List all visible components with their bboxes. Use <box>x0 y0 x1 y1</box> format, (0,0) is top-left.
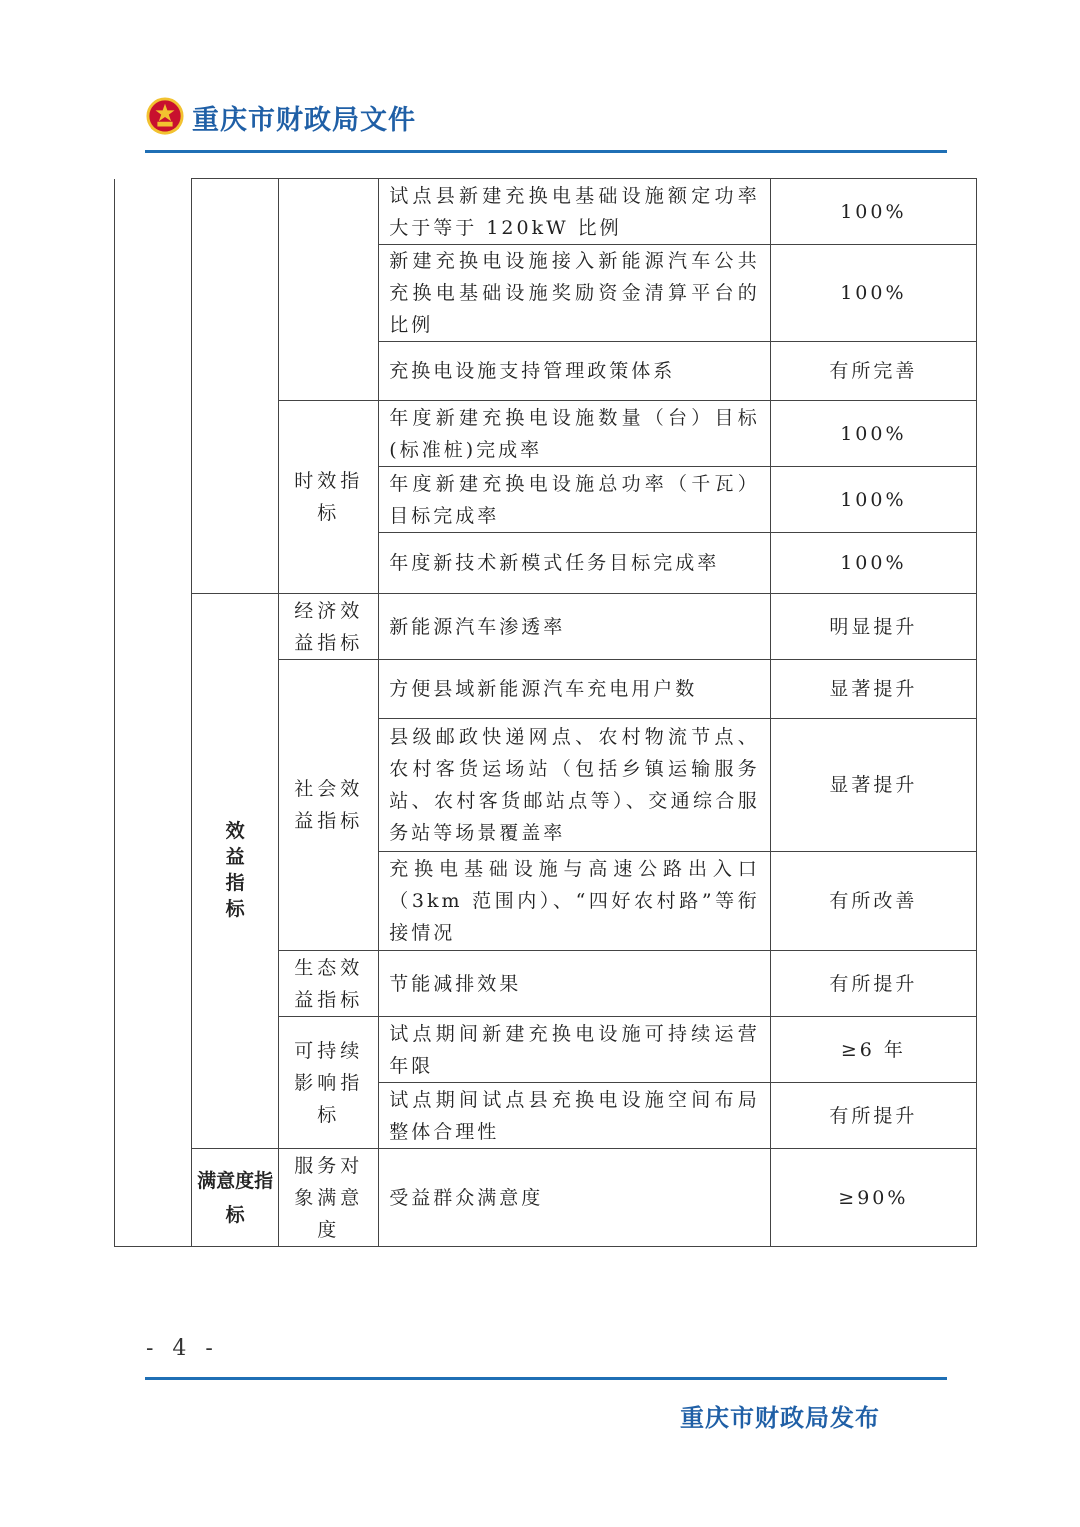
page-number: - 4 - <box>146 1336 219 1361</box>
table-row <box>115 1149 977 1247</box>
secondary-indicator-cell-quality <box>279 179 379 401</box>
indicator-cell: 年度新技术新模式任务目标完成率 <box>379 533 770 594</box>
value-cell: 有所提升 <box>770 951 976 1017</box>
value-cell: 明显提升 <box>770 594 976 660</box>
indicator-cell: 年度新建充换电设施总功率（千瓦）目标完成率 <box>379 467 770 533</box>
value-cell: 有所提升 <box>770 1083 976 1149</box>
value-cell: ≥6 年 <box>770 1017 976 1083</box>
value-cell: 100% <box>770 533 976 594</box>
secondary-indicator-social: 社会效益指标 <box>279 660 379 951</box>
value-cell: 100% <box>770 467 976 533</box>
value-cell: 100% <box>770 179 976 245</box>
value-cell: 100% <box>770 245 976 342</box>
secondary-indicator-economic: 经济效益指标 <box>279 594 379 660</box>
outer-column-cell <box>115 179 192 1247</box>
value-cell: 有所完善 <box>770 342 976 401</box>
indicator-cell: 充换电基础设施与高速公路出入口（3km 范围内）、“四好农村路”等衔接情况 <box>379 852 770 951</box>
value-cell: 100% <box>770 401 976 467</box>
value-cell: 有所改善 <box>770 852 976 951</box>
indicator-cell: 县级邮政快递网点、农村物流节点、农村客货运场站（包括乡镇运输服务站、农村客货邮站点等）、交通综合服务站等场景覆盖率 <box>379 719 770 852</box>
value-cell: 显著提升 <box>770 660 976 719</box>
indicator-cell: 试点县新建充换电基础设施额定功率大于等于 120kW 比例 <box>379 179 770 245</box>
indicator-cell: 节能减排效果 <box>379 951 770 1017</box>
indicator-cell: 年度新建充换电设施数量（台）目标(标准桩)完成率 <box>379 401 770 467</box>
primary-indicator-benefit-label: 效益指标 <box>225 819 245 920</box>
primary-indicator-cell-output <box>192 179 279 594</box>
national-emblem-icon <box>146 97 184 137</box>
table-row <box>115 179 977 245</box>
secondary-indicator-ecological: 生态效益指标 <box>279 951 379 1017</box>
indicator-cell: 新能源汽车渗透率 <box>379 594 770 660</box>
indicator-cell: 试点期间试点县充换电设施空间布局整体合理性 <box>379 1083 770 1149</box>
indicator-cell: 充换电设施支持管理政策体系 <box>379 342 770 401</box>
footer-publisher: 重庆市财政局发布 <box>680 1403 880 1432</box>
header-divider <box>145 150 947 153</box>
primary-indicator-satisfaction: 满意度指标 <box>192 1149 279 1247</box>
table-row <box>115 594 977 660</box>
indicator-cell: 方便县域新能源汽车充电用户数 <box>379 660 770 719</box>
header-title: 重庆市财政局文件 <box>192 104 416 136</box>
indicator-cell: 试点期间新建充换电设施可持续运营年限 <box>379 1017 770 1083</box>
secondary-indicator-service: 服务对象满意度 <box>279 1149 379 1247</box>
indicator-cell: 受益群众满意度 <box>379 1149 770 1247</box>
value-cell: 显著提升 <box>770 719 976 852</box>
document-header <box>146 94 416 140</box>
value-cell: ≥90% <box>770 1149 976 1247</box>
secondary-indicator-sustainable: 可持续影响指标 <box>279 1017 379 1149</box>
primary-indicator-benefit <box>192 594 279 1149</box>
indicator-cell: 新建充换电设施接入新能源汽车公共充换电基础设施奖励资金清算平台的比例 <box>379 245 770 342</box>
footer-divider <box>145 1377 947 1380</box>
secondary-indicator-timeliness: 时效指标 <box>279 401 379 594</box>
performance-indicator-table <box>114 178 977 1247</box>
